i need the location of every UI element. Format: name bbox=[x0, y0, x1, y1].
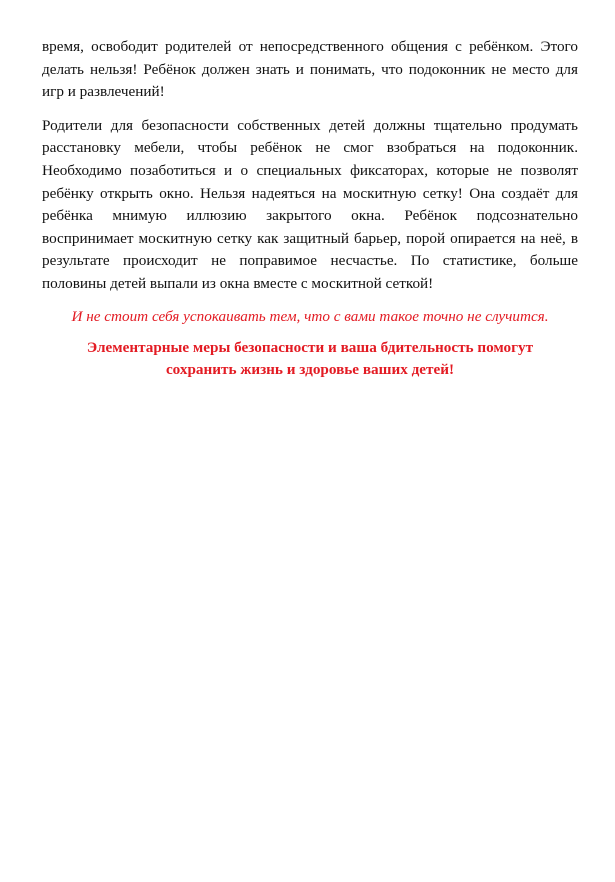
paragraph-continuation: время, освободит родителей от непосредственного общения с ребёнком. Этого делать нельзя! Ребёнок должен знать и понимать, что подоконник не место для игр и развлечений! bbox=[42, 38, 578, 101]
document-page bbox=[42, 36, 578, 381]
paragraph-parents-safety: Родители для безопасности собственных детей должны тщательно продумать расстановку мебели, чтобы ребёнок не смог взобраться на подоконник. Необходимо позаботиться и о специальных фиксаторах, которые не позволят ребёнку открыть окно. Нельзя надеяться на москитную сетку! Она создаёт для ребёнка мнимую иллюзию закрытого окна. Ребёнок подсознательно воспринимает москитную сетку как защитный барьер, порой опирается на неё, в результате происходит не поправимое несчастье. По статистике, больше половины детей выпали из окна вместе с москитной сеткой! bbox=[42, 116, 578, 292]
italic-warning-note: И не стоит себя успокаивать тем, что с вами такое точно не случится. bbox=[71, 307, 549, 325]
bold-safety-callout: Элементарные меры безопасности и ваша бдительность помогут сохранить жизнь и здоровье ваших детей! bbox=[86, 339, 534, 379]
